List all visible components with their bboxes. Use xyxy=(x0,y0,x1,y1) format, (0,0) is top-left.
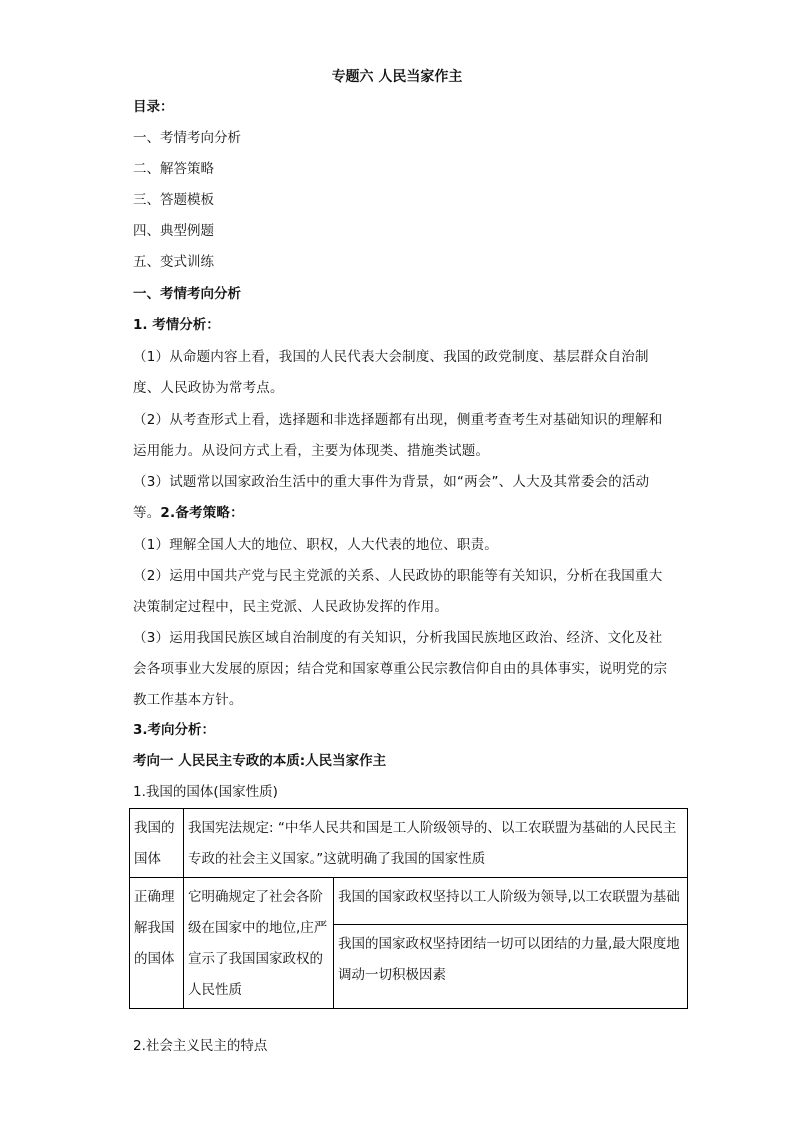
toc-item-5: 五、变式训练 xyxy=(133,254,214,270)
paragraph-5: （2）运用中国共产党与民主党派的关系、人民政协的职能等有关知识，分析在我国重大决策制定过程中，民主党派、人民政协发挥的作用。 xyxy=(133,568,663,615)
table-row xyxy=(130,809,688,878)
table-cell-label: 正确理解我国的国体 xyxy=(130,878,184,1009)
table-cell-content: 我国宪法规定: “中华人民共和国是工人阶级领导的、以工农联盟为基础的人民民主专政的社会主义国家。”这就明确了我国的国家性质 xyxy=(184,809,688,878)
subheading-analysis: 1. 考情分析： xyxy=(133,317,220,333)
paragraph-6: （3）运用我国民族区域自治制度的有关知识，分析我国民族地区政治、经济、文化及社会各项事业大发展的原因；结合党和国家尊重公民宗教信仰自由的具体事实，说明党的宗教工作基本方针。 xyxy=(133,630,668,708)
item-2-heading: 2.社会主义民主的特点 xyxy=(133,1038,268,1054)
paragraph-3 xyxy=(133,467,673,529)
subheading-strategy: 2.备考策略： xyxy=(160,505,244,521)
paragraph-1: （1）从命题内容上看，我国的人民代表大会制度、我国的政党制度、基层群众自治制度、人民政协为常考点。 xyxy=(133,349,649,396)
section-heading: 一、考情考向分析 xyxy=(133,286,241,302)
page-title: 专题六 人民当家作主 xyxy=(331,69,463,85)
direction-1-heading: 考向一 人民民主专政的本质:人民当家作主 xyxy=(133,753,387,769)
toc-item-3: 三、答题模板 xyxy=(133,192,214,208)
table-cell-content: 我国的国家政权坚持以工人阶级为领导,以工农联盟为基础 xyxy=(334,878,688,925)
toc-heading: 目录： xyxy=(133,99,174,115)
paragraph-2: （2）从考查形式上看，选择题和非选择题都有出现，侧重考查考生对基础知识的理解和运用能力。从设问方式上看，主要为体现类、措施类试题。 xyxy=(133,412,663,459)
national-system-table xyxy=(129,808,688,1009)
toc-item-2: 二、解答策略 xyxy=(133,161,214,177)
table-cell-content: 我国的国家政权坚持团结一切可以团结的力量,最大限度地调动一切积极因素 xyxy=(334,924,688,1008)
toc-item-1: 一、考情考向分析 xyxy=(133,130,241,146)
table-row xyxy=(130,878,688,925)
paragraph-3-text: （3）试题常以国家政治生活中的重大事件为背景，如“两会”、人大及其常委会的活动等。 xyxy=(133,474,650,521)
table-cell-label: 我国的国体 xyxy=(130,809,184,878)
item-1-heading: 1.我国的国体(国家性质) xyxy=(133,784,278,800)
subheading-direction: 3.考向分析： xyxy=(133,722,216,738)
toc-item-4: 四、典型例题 xyxy=(133,223,214,239)
paragraph-4: （1）理解全国人大的地位、职权，人大代表的地位、职责。 xyxy=(133,537,498,553)
table-cell-content: 它明确规定了社会各阶级在国家中的地位,庄严宣示了我国国家政权的人民性质 xyxy=(184,878,334,1009)
